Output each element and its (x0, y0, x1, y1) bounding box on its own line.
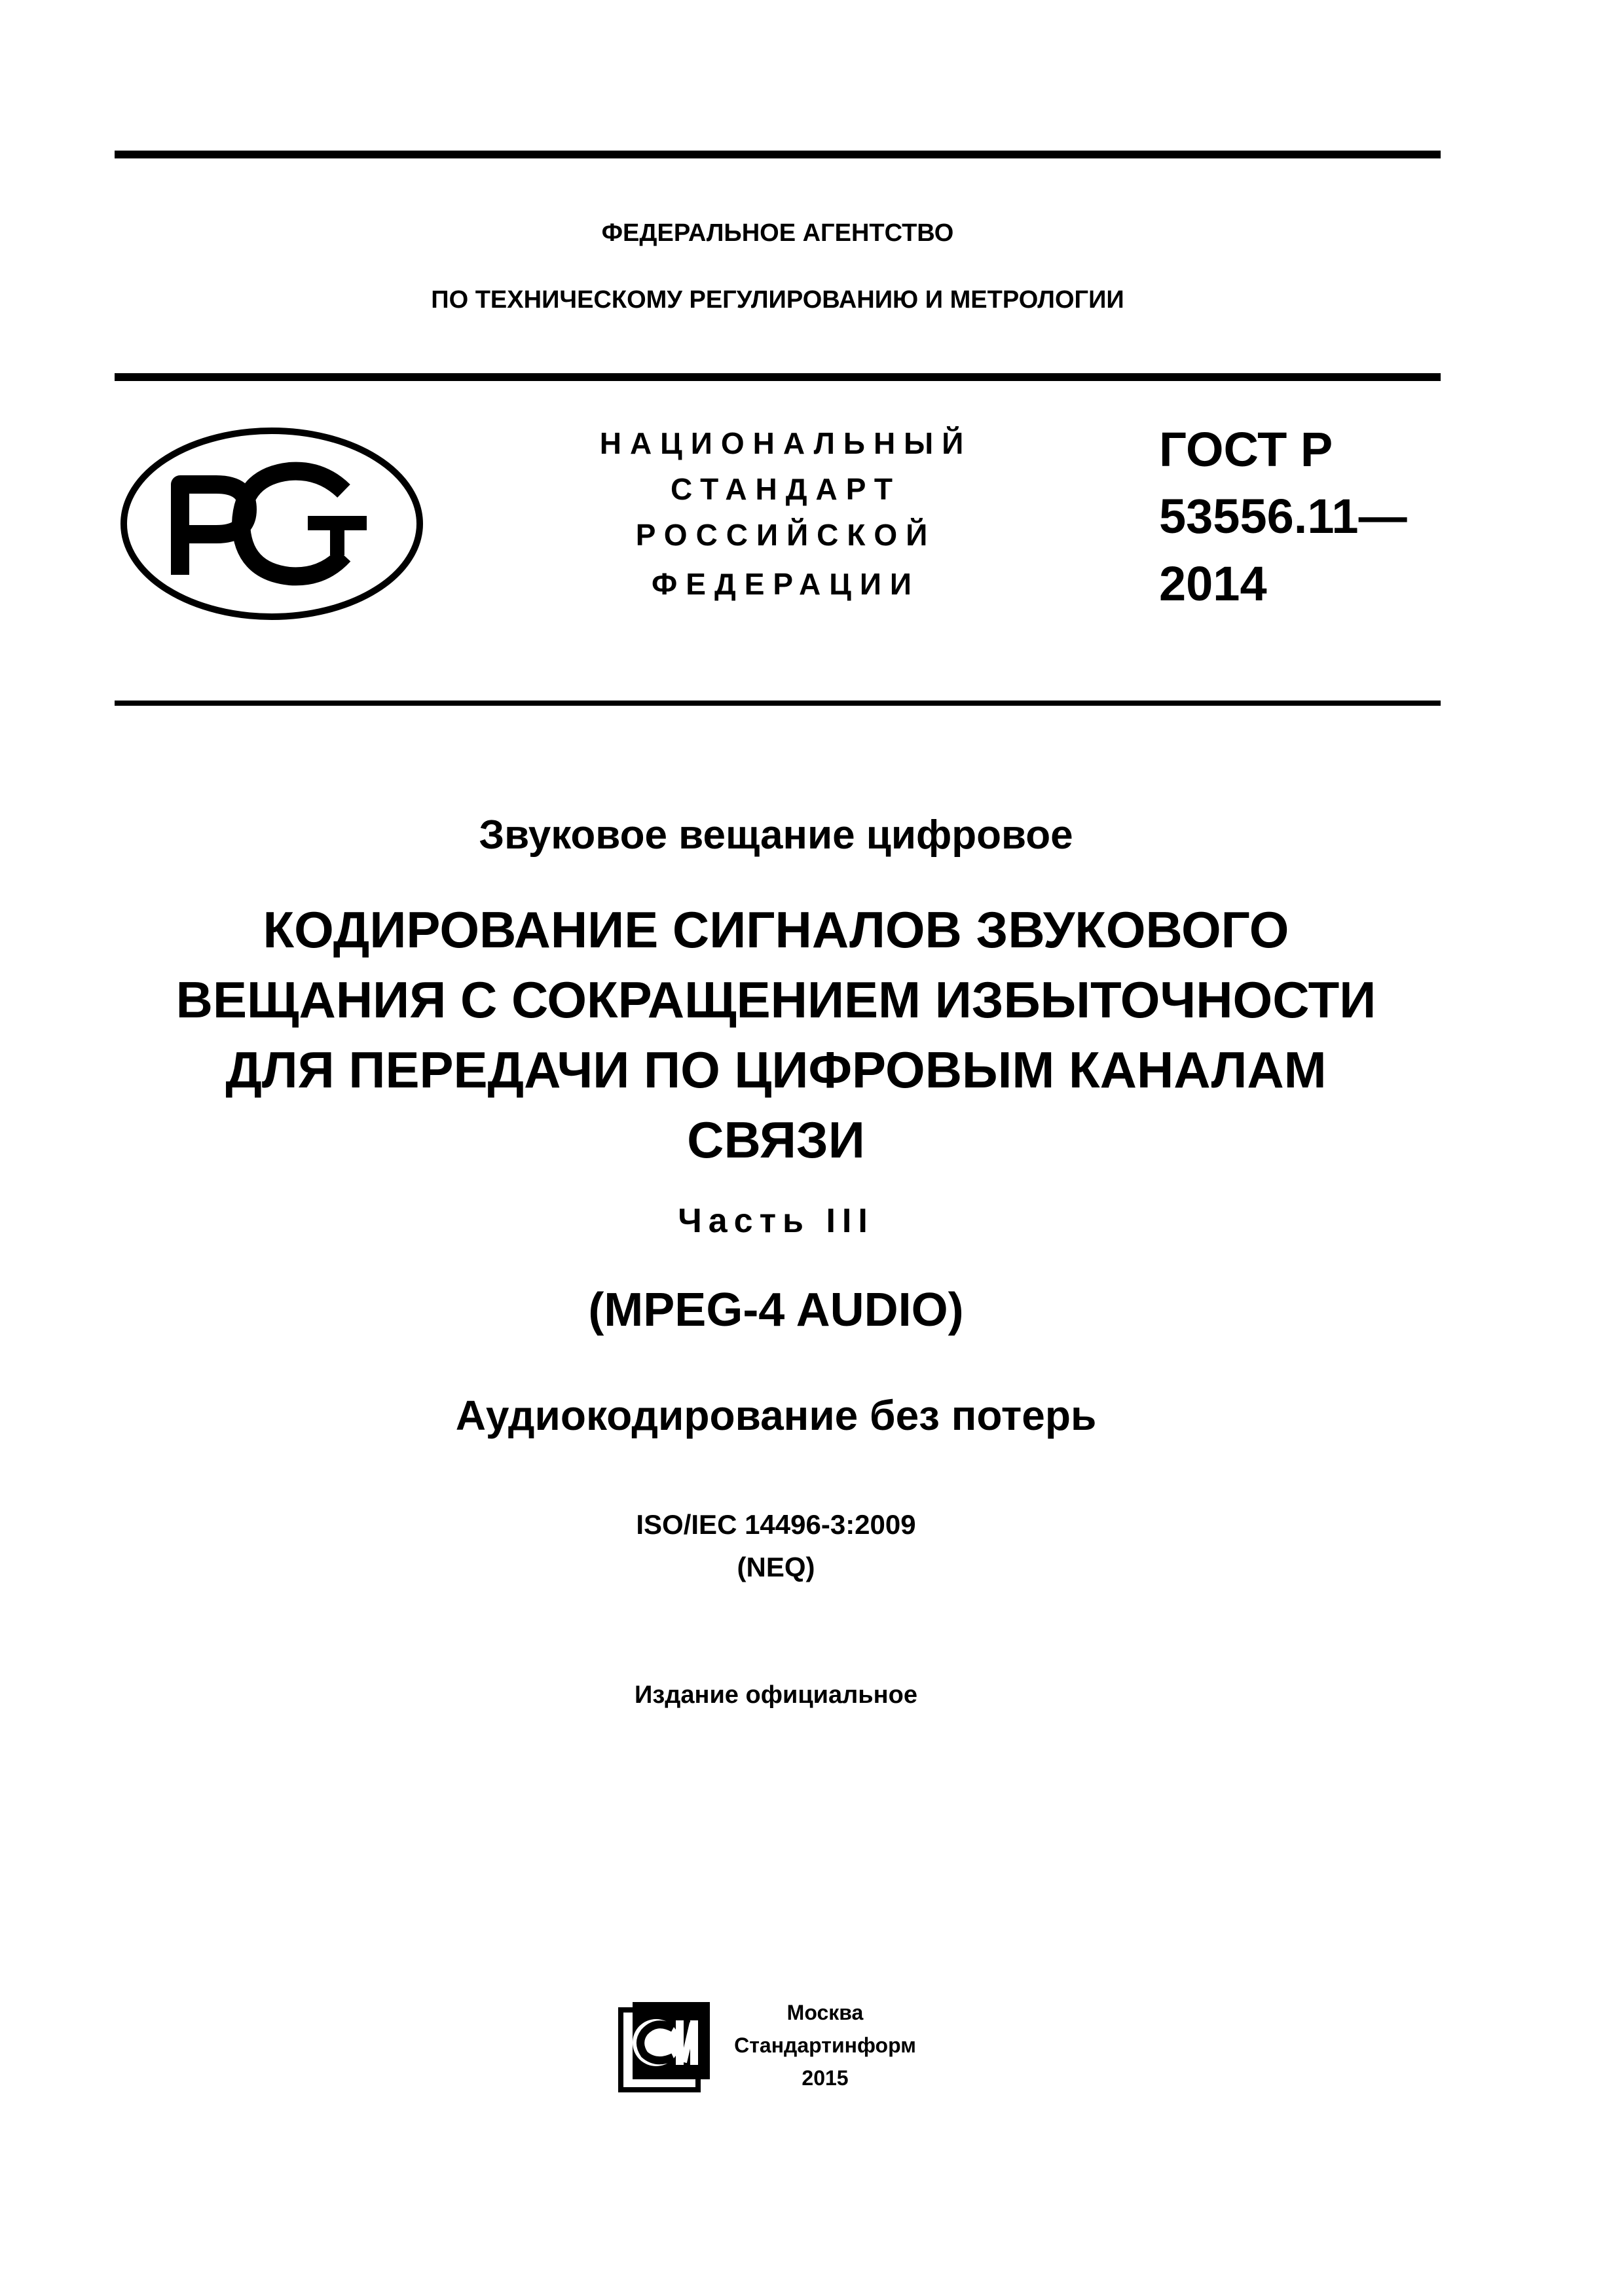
title-line-1: КОДИРОВАНИЕ СИГНАЛОВ ЗВУКОВОГО (263, 901, 1289, 958)
publisher-name: Стандартинформ (734, 2033, 916, 2057)
subject-heading: Звуковое вещание цифровое (479, 812, 1073, 858)
title-line-2: ВЕЩАНИЯ С СОКРАЩЕНИЕМ ИЗБЫТОЧНОСТИ (175, 971, 1376, 1029)
publisher-year: 2015 (802, 2066, 849, 2090)
gost-line-3: 2014 (1159, 556, 1267, 611)
codec-label: (MPEG-4 AUDIO) (588, 1284, 964, 1336)
header-rule (115, 373, 1441, 381)
agency-line-2: ПО ТЕХНИЧЕСКОМУ РЕГУЛИРОВАНИЮ И МЕТРОЛОГИИ (431, 286, 1124, 314)
gost-line-1: ГОСТ Р (1159, 422, 1333, 477)
publisher-city: Москва (786, 2001, 864, 2024)
agency-line-1: ФЕДЕРАЛЬНОЕ АГЕНТСТВО (601, 219, 954, 247)
part-label: Часть III (678, 1202, 874, 1240)
national-standard-line-4: ФЕДЕРАЦИИ (652, 567, 920, 601)
edition-note: Издание официальное (635, 1681, 917, 1709)
national-standard-line-3: РОССИЙСКОЙ (635, 518, 936, 552)
title-block-rule (115, 701, 1441, 706)
standartinform-logo-icon (616, 1997, 714, 2095)
iso-equivalence: (NEQ) (737, 1552, 815, 1582)
national-standard-line-1: НАЦИОНАЛЬНЫЙ (599, 426, 972, 460)
title-line-3: ДЛЯ ПЕРЕДАЧИ ПО ЦИФРОВЫМ КАНАЛАМ (225, 1041, 1327, 1099)
rst-emblem-icon (118, 426, 426, 622)
subtitle: Аудиокодирование без потерь (455, 1392, 1097, 1439)
iso-reference: ISO/IEC 14496-3:2009 (636, 1509, 916, 1540)
national-standard-line-2: СТАНДАРТ (671, 472, 901, 506)
gost-line-2: 53556.11— (1159, 489, 1407, 543)
title-line-4: СВЯЗИ (687, 1111, 865, 1169)
top-rule (115, 151, 1441, 158)
